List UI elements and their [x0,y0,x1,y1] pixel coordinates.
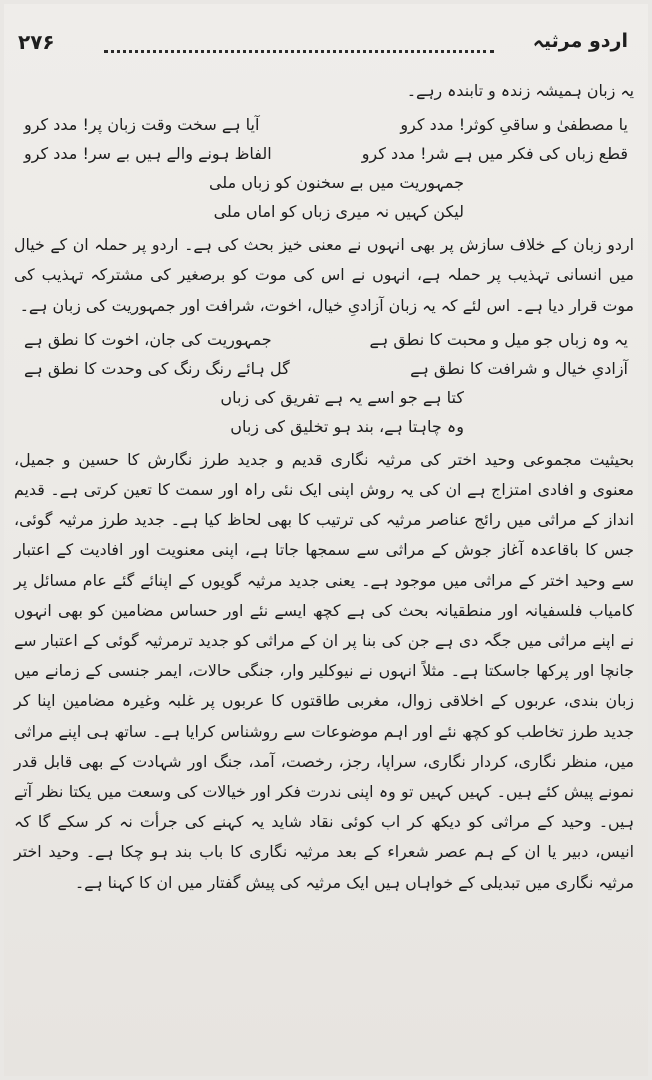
verse-misra-left: الفاظ ہونے والے ہیں بے سر! مدد کرو [24,144,272,164]
intro-line: یہ زبان ہمیشہ زندہ و تابندہ رہے۔ [406,81,634,100]
verse-misra-left: گل ہائے رنگ رنگ کی وحدت کا نطق ہے [24,358,290,378]
verse-block-1 [14,110,634,226]
verse-misra-right: یہ وہ زباں جو میل و محبت کا نطق ہے [369,329,628,349]
verse-misra-right: قطع زباں کی فکر میں ہے شر! مدد کرو [361,144,628,164]
page-number: ۲۷۶ [18,30,55,54]
verse-misra-right: آزادیِ خیال و شرافت کا نطق ہے [410,358,628,378]
paragraph: اردو زبان کے خلاف سازش پر بھی انہوں نے معنی خیز بحث کی ہے۔ اردو پر حملہ ان کے خیال میں انسانی تہذیب پر حملہ ہے، انہوں نے اس کی موت کو برصغیر کی مشترکہ تہذیب کی موت قرار دیا ہے۔ اس لئے کہ یہ زبان آزادیِ خیال، اخوت، شرافت اور جمہوریت کی زبان ہے۔ [14,235,634,315]
running-title: اردو مرثیہ [532,30,628,52]
verse-couplet [14,110,634,139]
page-body [14,76,634,898]
verse-line-centered: وہ چاہتا ہے، بند ہو تخلیق کی زباں [230,416,464,436]
paragraph: بحیثیت مجموعی وحید اختر کی مرثیہ نگاری قدیم و جدید طرز نگارش کا حسین و جمیل، معنوی و افادی امتزاج ہے ان کی یہ روش اپنی ایک نئی راہ اور سمت کا تعین کرتی ہے۔ قدیم انداز کے مراثی میں رائج عناصر مرثیہ کی ترتیب کا بھی لحاظ کیا ہے۔ جدید طرز مرثیہ گوئی، جس کا باقاعدہ آغاز جوش کے مراثی سے سمجھا جاتا ہے، اپنی معنویت اور افادیت کے اعتبار سے وحید اختر کے مراثی میں موجود ہے۔ یعنی جدید مرثیہ گویوں کے اپنائے گئے عام مسائل پر کامیاب فلسفیانہ اور منطقیانہ بحث کی ہے کچھ ایسے نئے اور حساس مضامین کو بھی انہوں نے اپنے مراثی میں جگہ دی ہے جن کی بنا پر ان کے مراثی کو جدید ترمرثیہ گوئی کے اعتبار سے جانچا اور پرکھا جاسکتا ہے۔ مثلاً انہوں نے نیوکلیر وار، جنگی حالات، ایمر جنسی کے زمانے میں زبان بندی، عربوں کے اخلاقی زوال، مغربی طاقتوں کا عربوں پر غلبہ وغیرہ مضامین اپنا کر جدید طرز تخاطب کو کچھ نئے اور اہم موضوعات سے روشناس کرایا ہے۔ ساتھ ہی اپنے مراثی میں، منظر نگاری، کردار نگاری، سراپا، رجز، رخصت، آمد، جنگ اور شہادت کے بھی قابل قدر نمونے پیش کئے ہیں۔ کہیں کہیں تو وہ اپنی ندرت فکر اور خیالات کی وسعت میں یکتا نظر آتے ہیں۔ وحید کے مراثی کو دیکھ کر اب کوئی نقاد شاید یہ کہنے کی جرأت نہ کر سکے گا کہ انیس، دبیر یا ان کے ہم عصر شعراء کے بعد مرثیہ نگاری کا باب بند ہو چکا ہے۔ وحید اختر مرثیہ نگاری میں تبدیلی کے خواہاں ہیں ایک مرثیہ کی پیش گفتار میں ان کا کہنا ہے۔ [14,449,634,892]
verse-misra-left: جمہوریت کی جان، اخوت کا نطق ہے [24,329,272,349]
verse-line-centered: جمہوریت میں بے سخنون کو زباں ملی [208,173,464,193]
verse-misra-left: آیا ہے سخت وقت زبان پر! مدد کرو [24,115,260,135]
verse-line-centered: کتا ہے جو اسے یہ ہے تفریق کی زباں [220,387,464,407]
book-page [4,4,648,1076]
page-header [18,26,636,66]
verse-line-centered: لیکن کہیں نہ میری زباں کو اماں ملی [213,202,464,222]
verse-block-2 [14,325,634,441]
verse-misra-right: یا مصطفیٰ و ساقیِ کوثر! مدد کرو [400,115,628,135]
verse-couplet [14,139,634,168]
verse-couplet [14,354,634,383]
verse-couplet [14,325,634,354]
header-dotted-rule [104,50,494,53]
